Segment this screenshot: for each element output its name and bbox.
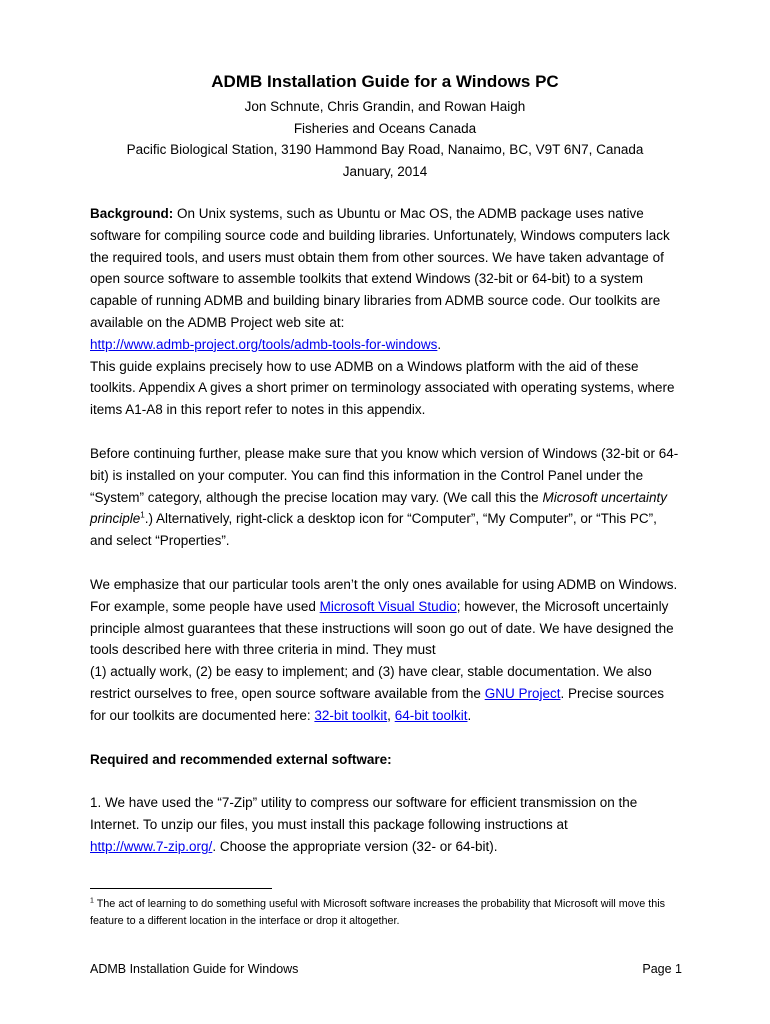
toolkit-separator: ,	[387, 707, 395, 723]
visual-studio-link[interactable]: Microsoft Visual Studio	[319, 598, 457, 614]
footnote-text: The act of learning to do something useful with Microsoft software increases the probability that Microsoft will move this feature to a different location in the interface or drop it altogether.	[90, 898, 666, 927]
document-title: ADMB Installation Guide for a Windows PC	[211, 72, 559, 91]
item-1-text-2: . Choose the appropriate version (32- or 64-bit).	[212, 838, 498, 854]
footnote	[90, 896, 682, 930]
tools-text-4: . Precise sources for our toolkits are documented here:	[90, 685, 665, 723]
background-text: On Unix systems, such as Ubuntu or Mac OS, the ADMB package uses native software for compiling source code and building libraries. Unfortunately, Windows computers lack the required tools, and users must obtain them from other sources. We have taken advantage of open source software to assemble toolkits that extend Windows (32-bit or 64-bit) to a system capable of running ADMB and building binary libraries from ADMB source code. Our toolkits are available on the ADMB Project web site at:	[90, 206, 670, 330]
required-software-heading: Required and recommended external software:	[90, 751, 392, 767]
address: Pacific Biological Station, 3190 Hammond Bay Road, Nanaimo, BC, V9T 6N7, Canada	[126, 142, 644, 158]
item-1-text: 1. We have used the “7-Zip” utility to compress our software for efficient transmission on the Internet. To unzip our files, you must install this package following instructions at	[90, 795, 638, 833]
tools-paragraph	[90, 574, 682, 727]
tools-text-2: ; however, the Microsoft uncertainly principle almost guarantees that these instructions will soon go out of date. We have designed the tools described here with three criteria in mind. They must	[90, 598, 674, 658]
item-1-paragraph	[90, 792, 682, 857]
windows-version-paragraph	[90, 443, 682, 552]
admb-tools-link[interactable]: http://www.admb-project.org/tools/admb-tools-for-windows	[90, 336, 438, 352]
toolkit-64bit-link[interactable]: 64-bit toolkit	[394, 707, 468, 723]
background-link-suffix: .	[437, 336, 442, 352]
background-text-2: This guide explains precisely how to use ADMB on a Windows platform with the aid of these toolkits. Appendix A gives a short primer on terminology associated with operating systems, where items A1-A8 in this report refer to notes in this appendix.	[90, 358, 675, 418]
tools-end: .	[467, 707, 472, 723]
document-date: January, 2014	[342, 164, 428, 180]
page-number: Page 1	[642, 962, 682, 976]
tools-text-1: We emphasize that our particular tools aren’t the only ones available for using ADMB on Windows. For example, some people have used	[90, 576, 678, 614]
windows-version-text: Before continuing further, please make sure that you know which version of Windows (32-bit or 64-bit) is installed on your computer. You can find this information in the Control Panel under the “System” category, although the precise location may vary. (We call this the	[90, 445, 679, 505]
uncertainty-principle-term: Microsoft uncertainty principle	[90, 489, 667, 527]
authors: Jon Schnute, Chris Grandin, and Rowan Haigh	[244, 99, 526, 114]
gnu-project-link[interactable]: GNU Project	[484, 685, 561, 701]
toolkit-32bit-link[interactable]: 32-bit toolkit	[314, 707, 388, 723]
document-header	[90, 70, 680, 183]
background-heading: Background:	[90, 206, 174, 221]
required-software-heading-paragraph	[90, 749, 682, 771]
tools-text-3: (1) actually work, (2) be easy to implement; and (3) have clear, stable documentation. We also restrict ourselves to free, open source software available from the	[90, 664, 652, 701]
page-footer	[90, 960, 682, 978]
organization: Fisheries and Oceans Canada	[293, 120, 477, 136]
document-body	[90, 203, 682, 858]
footnote-number: 1	[90, 897, 94, 905]
footnote-reference[interactable]: 1	[140, 510, 145, 520]
windows-version-text-2: .) Alternatively, right-click a desktop icon for “Computer”, “My Computer”, or “This PC”, and select “Properties”.	[90, 511, 657, 549]
footnote-divider	[90, 888, 272, 889]
footer-title: ADMB Installation Guide for Windows	[90, 962, 299, 976]
background-paragraph	[90, 203, 682, 421]
7zip-link[interactable]: http://www.7-zip.org/	[90, 838, 213, 854]
